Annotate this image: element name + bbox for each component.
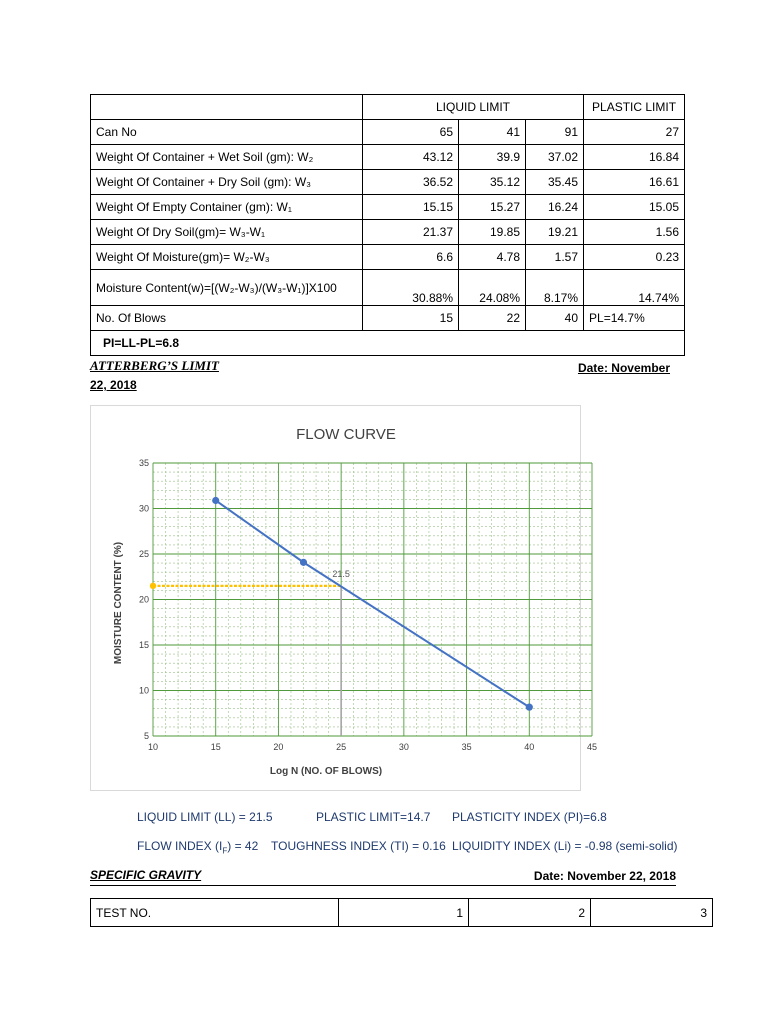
- chart-title: FLOW CURVE: [296, 426, 396, 443]
- pi-note-row: [91, 331, 685, 356]
- cell-value: 36.52: [363, 170, 459, 195]
- atterberg-date-line1: [90, 361, 670, 375]
- y-tick-label: 10: [138, 685, 149, 696]
- cell-value: 15.15: [363, 195, 459, 220]
- data-point: [526, 704, 533, 711]
- x-tick-label: 35: [461, 742, 472, 752]
- table-row: [91, 270, 685, 306]
- cell-value: 21.37: [363, 220, 459, 245]
- cell-value: PL=14.7%: [584, 306, 685, 331]
- pi-note: PI=LL-PL=6.8: [91, 331, 685, 356]
- liquid-limit-summary: LIQUID LIMIT (LL) = 21.5: [137, 810, 273, 824]
- cell-value: 35.45: [526, 170, 584, 195]
- row-label: TEST NO.: [91, 899, 339, 927]
- cell-value: 24.08%: [459, 270, 526, 306]
- cell-value: 1.57: [526, 245, 584, 270]
- data-point: [212, 497, 219, 504]
- cell-value: 15: [363, 306, 459, 331]
- flow-curve-svg: [91, 406, 598, 790]
- atterberg-date-line2: 22, 2018: [90, 378, 137, 392]
- cell-value: 22: [459, 306, 526, 331]
- row-label: Weight Of Container + Dry Soil (gm): W₃: [91, 170, 363, 195]
- specific-gravity-table: [90, 898, 713, 927]
- atterberg-table: [90, 94, 685, 356]
- toughness-index-summary: TOUGHNESS INDEX (TI) = 0.16: [271, 839, 446, 853]
- y-tick-label: 25: [138, 549, 149, 559]
- section-divider: [90, 885, 676, 886]
- table-row: [91, 306, 685, 331]
- specific-gravity-title: SPECIFIC GRAVITY: [90, 868, 202, 882]
- cell-value: 65: [363, 120, 459, 145]
- cell-value: 8.17%: [526, 270, 584, 306]
- y-tick-label: 15: [138, 640, 149, 650]
- y-tick-label: 30: [138, 503, 149, 514]
- cell-value: 19.85: [459, 220, 526, 245]
- cell-value: 40: [526, 306, 584, 331]
- row-label: Can No: [91, 120, 363, 145]
- plastic-limit-summary: PLASTIC LIMIT=14.7: [316, 810, 431, 824]
- table-header-blank: [91, 95, 363, 120]
- row-label: Weight Of Moisture(gm)= W₂-W₃: [91, 245, 363, 270]
- cell-value: 35.12: [459, 170, 526, 195]
- cell-value: 4.78: [459, 245, 526, 270]
- cell-value: 15.27: [459, 195, 526, 220]
- specific-gravity-date: Date: November 22, 2018: [533, 869, 676, 883]
- row-label: No. Of Blows: [91, 306, 363, 331]
- cell-value: 3: [591, 899, 713, 927]
- cell-value: 6.6: [363, 245, 459, 270]
- cell-value: 91: [526, 120, 584, 145]
- cell-value: 39.9: [459, 145, 526, 170]
- cell-value: 43.12: [363, 145, 459, 170]
- plasticity-index-summary: PLASTICITY INDEX (PI)=6.8: [452, 810, 607, 824]
- cell-value: 16.61: [584, 170, 685, 195]
- table-row: [91, 120, 685, 145]
- x-tick-label: 45: [586, 742, 598, 752]
- flow-index-suffix: ) = 42: [227, 839, 259, 853]
- x-tick-label: 20: [273, 742, 284, 752]
- cell-value: 16.84: [584, 145, 685, 170]
- table-header-row: [91, 95, 685, 120]
- y-axis-label: MOISTURE CONTENT (%): [113, 541, 124, 665]
- x-tick-label: 30: [398, 742, 409, 752]
- table-row: [91, 220, 685, 245]
- plastic-limit-header: PLASTIC LIMIT: [584, 95, 685, 120]
- x-tick-label: 10: [147, 742, 159, 752]
- flow-index-prefix: FLOW INDEX (I: [137, 839, 223, 853]
- cell-value: 16.24: [526, 195, 584, 220]
- x-tick-label: 40: [524, 742, 535, 752]
- table-row: [91, 195, 685, 220]
- atterberg-date-text: Date: November: [577, 361, 670, 375]
- cell-value: 0.23: [584, 245, 685, 270]
- row-label: Weight Of Container + Wet Soil (gm): W₂: [91, 145, 363, 170]
- flow-index-subscript: F: [222, 846, 228, 856]
- annotation-label: 21.5: [332, 568, 350, 579]
- row-label: Moisture Content(w)=[(W₂-W₃)/(W₃-W₁)]X100: [91, 270, 363, 306]
- table-row: [91, 245, 685, 270]
- x-tick-label: 15: [210, 742, 221, 752]
- table-row: [91, 145, 685, 170]
- cell-value: 2: [469, 899, 591, 927]
- atterberg-title: ATTERBERG’S LIMIT: [90, 358, 219, 373]
- flow-index-summary: [137, 839, 258, 855]
- x-tick-label: 25: [336, 742, 347, 752]
- x-axis-label: Log N (NO. OF BLOWS): [269, 766, 383, 777]
- y-tick-label: 35: [138, 458, 149, 468]
- cell-value: 15.05: [584, 195, 685, 220]
- flow-curve-chart: [90, 405, 598, 791]
- cell-value: 19.21: [526, 220, 584, 245]
- data-point: [300, 559, 307, 566]
- chart-grid: [153, 463, 592, 736]
- y-tick-label: 20: [138, 594, 149, 605]
- cell-value: 37.02: [526, 145, 584, 170]
- row-label: Weight Of Empty Container (gm): W₁: [91, 195, 363, 220]
- liquid-limit-header: LIQUID LIMIT: [363, 95, 584, 120]
- cell-value: 41: [459, 120, 526, 145]
- cell-value: 14.74%: [584, 270, 685, 306]
- cell-value: 27: [584, 120, 685, 145]
- y-tick-label: 5: [143, 731, 149, 741]
- table-row: [91, 170, 685, 195]
- row-label: Weight Of Dry Soil(gm)= W₃-W₁: [91, 220, 363, 245]
- cell-value: 1: [339, 899, 469, 927]
- flow-curve-line: [216, 500, 530, 707]
- cell-value: 1.56: [584, 220, 685, 245]
- reference-line-point: [150, 583, 156, 589]
- table-row: [91, 899, 713, 927]
- liquidity-index-summary: LIQUIDITY INDEX (Li) = -0.98 (semi-solid): [452, 839, 678, 853]
- cell-value: 30.88%: [363, 270, 459, 306]
